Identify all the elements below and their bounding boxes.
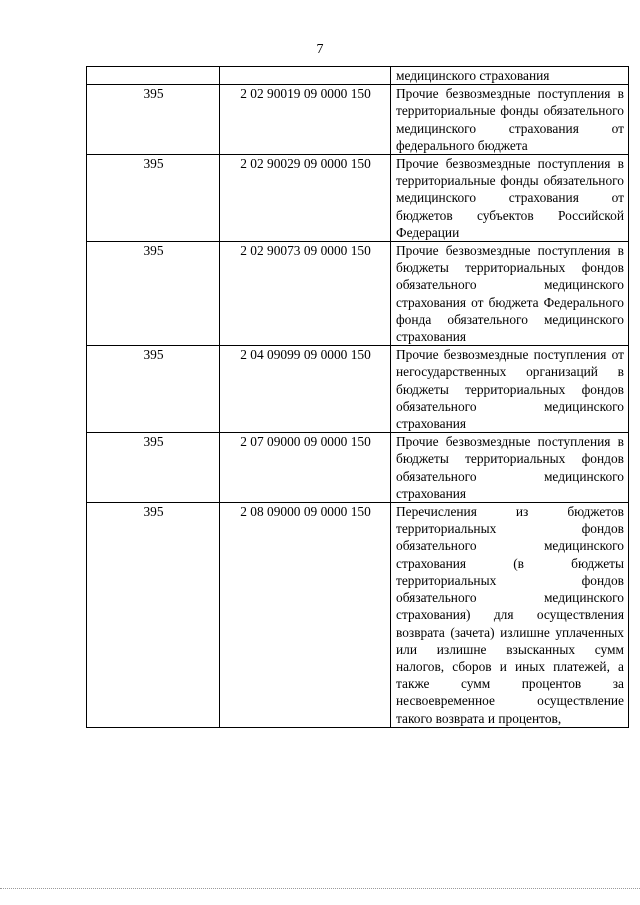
budget-code-cell: 2 04 09099 09 0000 150 (220, 346, 391, 433)
table-row (87, 433, 629, 503)
budget-code-cell (220, 67, 391, 85)
revenue-name-cell: Перечисления из бюджетов территориальных фондов обязательного медицинского страхования (в бюджеты территориальных фондов обязательного медицинского страхования) для осуществления возврата (зачета) излишне уплаченных или излишне взысканных сумм налогов, сборов и иных платежей, а также сумм процентов за несвоевременное осуществление такого возврата и процентов, (391, 503, 629, 728)
budget-code-cell: 2 07 09000 09 0000 150 (220, 433, 391, 503)
revenue-name-cell: Прочие безвозмездные поступления в территориальные фонды обязательного медицинского страхования от бюджетов субъектов Российской Федерации (391, 155, 629, 242)
admin-code-cell: 395 (87, 155, 220, 242)
revenue-name-cell: медицинского страхования (391, 67, 629, 85)
table-row (87, 346, 629, 433)
budget-code-cell: 2 02 90019 09 0000 150 (220, 85, 391, 155)
revenue-name-cell: Прочие безвозмездные поступления в бюджеты территориальных фондов обязательного медицинского страхования от бюджета Федерального фонда обязательного медицинского страхования (391, 242, 629, 346)
table-row (87, 503, 629, 728)
budget-code-cell: 2 02 90073 09 0000 150 (220, 242, 391, 346)
revenue-name-cell: Прочие безвозмездные поступления от негосударственных организаций в бюджеты территориальных фондов обязательного медицинского страхования (391, 346, 629, 433)
admin-code-cell: 395 (87, 242, 220, 346)
table-row (87, 242, 629, 346)
admin-code-cell: 395 (87, 503, 220, 728)
budget-code-cell: 2 02 90029 09 0000 150 (220, 155, 391, 242)
admin-code-cell: 395 (87, 346, 220, 433)
admin-code-cell: 395 (87, 85, 220, 155)
admin-code-cell: 395 (87, 433, 220, 503)
table-row (87, 155, 629, 242)
revenue-name-cell: Прочие безвозмездные поступления в бюджеты территориальных фондов обязательного медицинского страхования (391, 433, 629, 503)
admin-code-cell (87, 67, 220, 85)
page-bottom-divider (0, 888, 640, 889)
revenue-name-cell: Прочие безвозмездные поступления в территориальные фонды обязательного медицинского страхования от федерального бюджета (391, 85, 629, 155)
revenue-codes-table (86, 66, 629, 728)
table-row-continuation (87, 67, 629, 85)
table-row (87, 85, 629, 155)
budget-code-cell: 2 08 09000 09 0000 150 (220, 503, 391, 728)
page-number: 7 (316, 42, 324, 57)
